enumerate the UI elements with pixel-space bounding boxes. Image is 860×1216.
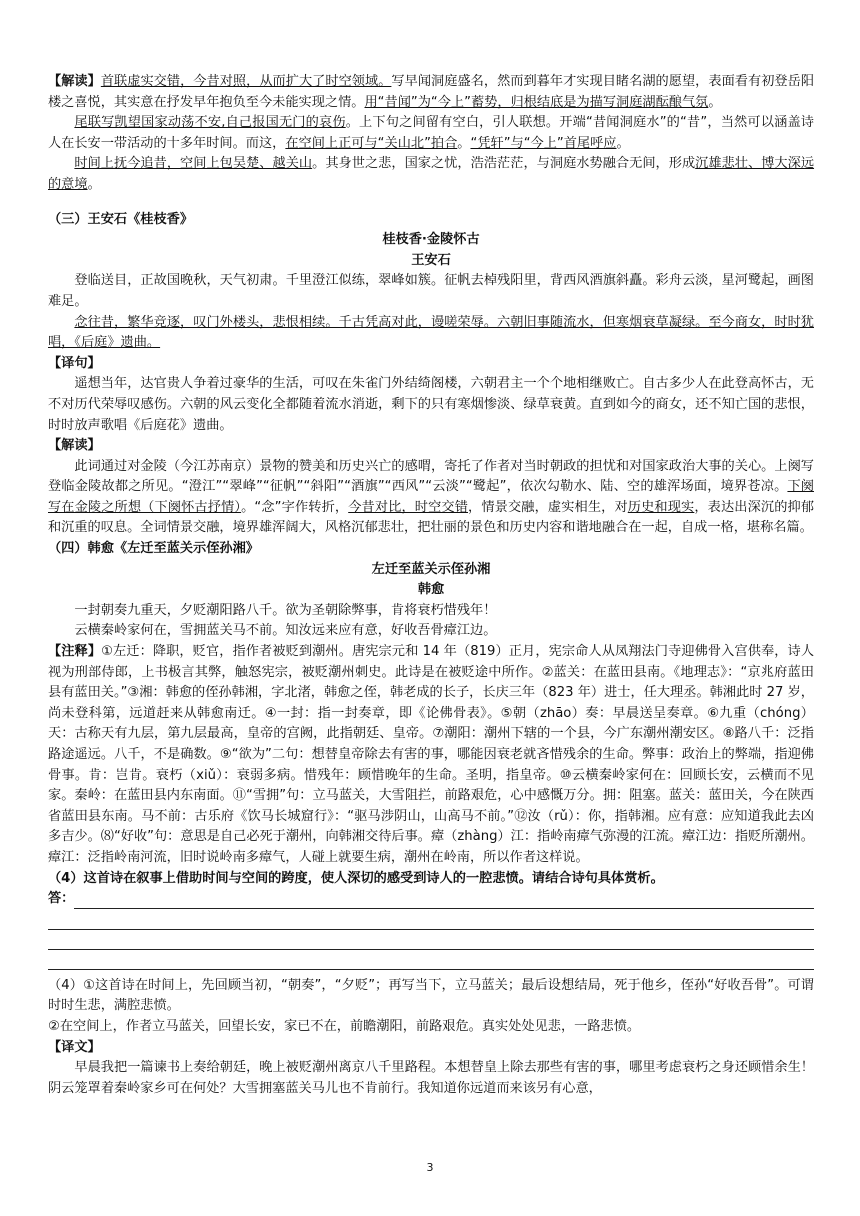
poem-line-1: 一封朝奏九重天，夕贬潮阳路八千。欲为圣朝除弊事，肯将衰朽惜残年！ bbox=[74, 602, 497, 618]
underlined-phrase: 时间上抚今追昔，空间上包吴楚、越关山 bbox=[74, 156, 313, 172]
answer-line[interactable] bbox=[48, 930, 814, 950]
underlined-phrase: “凭轩”与“今上”首尾呼应 bbox=[470, 135, 617, 151]
text-run: 。 bbox=[616, 135, 630, 151]
poem-title: 左迁至蓝关示侄孙湘 bbox=[371, 561, 491, 577]
poem-line-2: 云横秦岭家何在，雪拥蓝关马不前。知汝远来应有意，好收吾骨瘴江边。 bbox=[74, 623, 497, 639]
text-run: 。上下句之间留有空白，引人联想。开端“昔闻洞庭水”的“昔”，当然可以涵盖诗人在长安一带活动的十多年时间。而这， bbox=[48, 115, 814, 151]
notes-text: ①左迁：降职，贬官，指作者被贬到潮州。唐宪宗元和 14 年（819）正月，宪宗命人从凤翔法门寺迎佛骨入宫供奉，诗人视为刑部侍郎，上书极言其弊，触怒宪宗，被贬潮州刺史。此诗是在被贬途中所作。②蓝关：在蓝田县南。《地理志》：“京兆府蓝田县有蓝田关。”③湘：韩愈的侄孙韩湘，字北渚，韩愈之侄，韩老成的长子，长庆三年（823 年）进士，任大理丞。韩湘此时 27 岁，尚未登科第，远道赶来从韩愈南迁。④一封：指一封奏章，即《论佛骨表》。⑤朝（zhāo）奏：早晨送呈奏章。⑥九重（chóng）天：古称天有九层，第九层最高，皇帝的宫阙，此指朝廷、皇帝。⑦潮阳：潮州下辖的一个县，今广东潮州潮安区。⑧路八千：泛指路途遥远。八千，不是确数。⑨“欲为”二句：想替皇帝除去有害的事，哪能因衰老就吝惜残余的生命。弊事：政治上的弊端，指迎佛骨事。肯：岂肯。衰朽（xiǔ）：衰弱多病。惜残年：顾惜晚年的生命。圣明，指皇帝。⑩云横秦岭家何在：回顾长安，云横而不见家。秦岭：在蓝田县内东南面。⑪“雪拥”句：立马蓝关，大雪阻拦，前路艰危，心中感慨万分。拥：阻塞。蓝关：蓝田关，今在陕西省蓝田县东南。马不前：古乐府《饮马长城窟行》：“驱马涉阴山，山高马不前。”⑫汝（rǔ）：你，指韩湘。应有意：应知道我此去凶多吉少。⑻“好收”句：意思是自己必死于潮州，向韩湘交待后事。瘴（zhàng）江：指岭南瘴气弥漫的江流。瘴江边：指贬所潮州。瘴江：泛指岭南河流，旧时说岭南多瘴气，人碰上就要生病，潮州在岭南，所以作者这样说。 bbox=[48, 644, 815, 865]
poem-author: 王安石 bbox=[411, 252, 451, 268]
jiedu-tag: 【解读】 bbox=[48, 438, 101, 454]
shijian-paragraph bbox=[48, 154, 814, 195]
underlined-phrase: 用“昔闻”为“今上”蓄势，归根结底是为描写洞庭湖酝酿气氛 bbox=[364, 94, 709, 110]
answer-2: ②在空间上，作者立马蓝关，回望长安，家已不在，前瞻潮阳，前路艰危。真实处处见悲，一路悲愤。 bbox=[48, 1018, 641, 1034]
yiju-paragraph: 遥想当年，达官贵人争着过豪华的生活，可叹在朱雀门外结绮阁楼，六朝君主一个个地相继败亡。自古多少人在此登高怀古，无不对历代荣辱叹感伤。六朝的风云变化全都随着流水消逝，剩下的只有寒烟惨淡、绿草衰黄。直到如今的商女，还不知亡国的悲恨，时时放声歌唱《后庭花》遗曲。 bbox=[48, 376, 814, 433]
notes-paragraph bbox=[48, 642, 814, 869]
text-run: 。其身世之悲，国家之忧，浩浩茫茫，与洞庭水势融合无间，形成 bbox=[312, 156, 696, 172]
notes-tag: 【注释】 bbox=[48, 644, 102, 660]
answer-line[interactable] bbox=[74, 889, 814, 909]
poem-verse-2: 念往昔，繁华竞逐，叹门外楼头，悲恨相续。千古凭高对此，谩嗟荣辱。六朝旧事随流水，但寒烟衰草凝绿。至今商女，时时犹唱，《后庭》遗曲。 bbox=[48, 314, 814, 351]
underlined-phrase: 首联虚实交错，今昔对照，从而扩大了时空领域。 bbox=[100, 74, 392, 89]
text-run: ，情景交融，虚实相生，对 bbox=[468, 499, 628, 515]
text-run: 此词通过对金陵（今江苏南京）景物的赞美和历史兴亡的感喟，寄托了作者对当时朝政的担忧和对国家政治大事的关心。上阕写登临金陵故都之所见。“澄江”“翠峰”“征帆”“斜阳”“酒旗”“西风”“云淡”“鹭起”，依次勾勒水、陆、空的雄浑场面，境界苍凉。 bbox=[48, 458, 814, 495]
document-page bbox=[48, 72, 814, 1099]
weilian-paragraph bbox=[48, 113, 814, 154]
text-run: 。 bbox=[457, 135, 471, 151]
jiedu-tag: 【解读】 bbox=[48, 74, 101, 89]
underlined-phrase: 历史和现实 bbox=[627, 499, 695, 515]
text-run: 写早闻洞庭盛名，然而到暮年才实现目睹名湖的愿望，表面看有初登岳阳楼之喜悦，其实意在抒发早年抱负至今未能实现之情。 bbox=[48, 74, 815, 110]
answer-line[interactable] bbox=[48, 910, 814, 930]
poem-verse-1: 登临送目，正故国晚秋，天气初肃。千里澄江似练，翠峰如簇。征帆去棹残阳里，背西风酒旗斜矗。彩舟云淡，星河鹭起，画图难足。 bbox=[48, 273, 814, 309]
answer-row bbox=[48, 889, 814, 910]
yiwen-paragraph: 早晨我把一篇谏书上奏给朝廷，晚上被贬潮州离京八千里路程。本想替皇上除去那些有害的事，哪里考虑衰朽之身还顾惜余生！阴云笼罩着秦岭家乡可在何处？大雪拥塞蓝关马儿也不肯前行。我知道你远道而来该另有心意， bbox=[48, 1060, 814, 1096]
answer-line[interactable] bbox=[48, 950, 814, 970]
underlined-phrase: 今昔对比，时空交错 bbox=[348, 499, 469, 515]
page-number: 3 bbox=[426, 1161, 434, 1174]
underlined-phrase: 沉雄悲壮、博大深远的意境 bbox=[48, 156, 815, 192]
text-run: 。 bbox=[87, 176, 101, 192]
text-run: 。 bbox=[708, 94, 722, 110]
text-run: ，表达出深沉的抑郁和沉重的叹息。全词情景交融，境界雄浑阔大，风格沉郁悲壮，把壮丽的景色和历史内容和谐地融合在一起，自成一格，堪称名篇。 bbox=[48, 499, 815, 536]
yiju-tag: 【译句】 bbox=[48, 355, 101, 371]
yiwen-tag: 【译文】 bbox=[48, 1039, 101, 1055]
underlined-phrase: 尾联写凯望国家动荡不安,自己报国无门的哀伤 bbox=[74, 115, 346, 131]
text-run: 。“念”字作转折， bbox=[241, 499, 349, 515]
underlined-phrase: 下阕写在金陵之所想（下阕怀古抒情） bbox=[48, 479, 814, 515]
section-4-heading: （四）韩愈《左迁至蓝关示侄孙湘》 bbox=[48, 541, 259, 557]
section-3-heading: （三）王安石《桂枝香》 bbox=[48, 211, 194, 227]
question: （4）这首诗在叙事上借助时间与空间的跨度，使人深切的感受到诗人的一腔悲愤。请结合诗句具体赏析。 bbox=[48, 870, 664, 886]
poem-author: 韩愈 bbox=[417, 582, 445, 598]
underlined-phrase: 在空间上正可与“关山北”拍合 bbox=[285, 135, 458, 151]
answer-label: 答： bbox=[48, 891, 75, 907]
answer-1: （4）①这首诗在时间上，先回顾当初，“朝奏”，“夕贬”；再写当下，立马蓝关；最后设想结局，死于他乡，侄孙“好收吾骨”。可谓时时生悲，满腔悲愤。 bbox=[48, 977, 814, 1014]
jiedu-paragraph-1 bbox=[48, 72, 814, 113]
jiedu-paragraph-2 bbox=[48, 457, 814, 539]
poem-title: 桂枝香·金陵怀古 bbox=[382, 232, 480, 248]
